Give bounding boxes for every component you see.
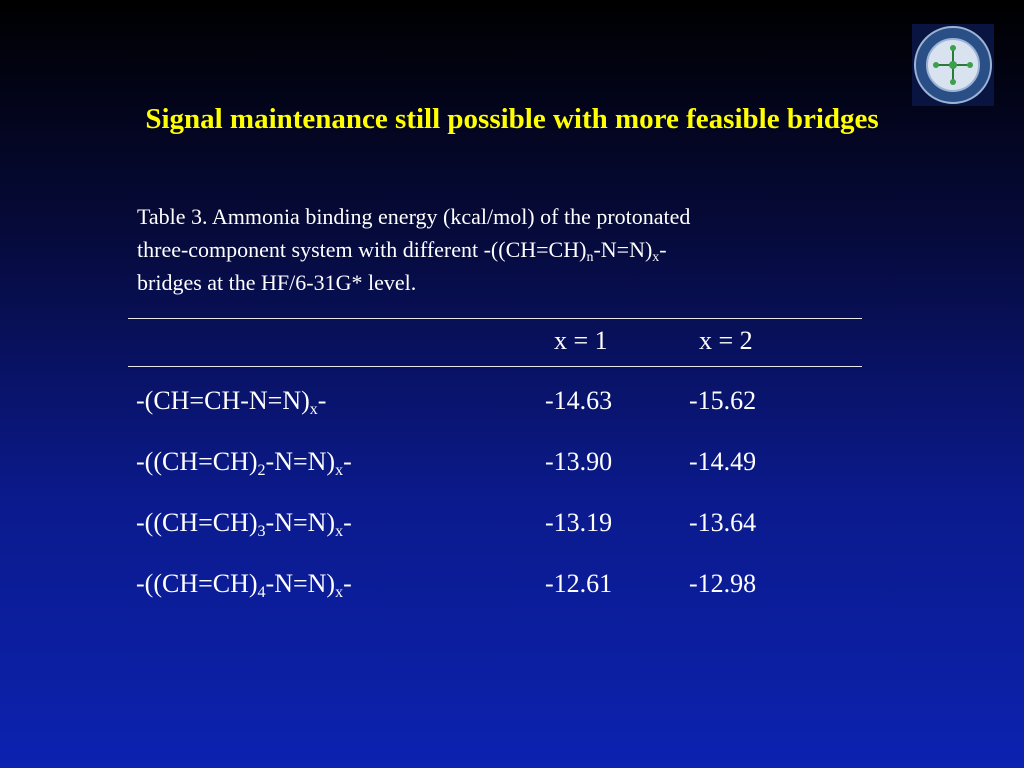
caption-line-3: bridges at the HF/6-31G* level. [137,270,417,295]
table-row [0,447,1024,487]
table-row [0,569,1024,609]
value-x2: -12.98 [689,569,757,598]
table-header-rule [128,366,862,367]
institute-seal-logo [912,24,994,106]
value-x1: -13.90 [545,447,613,476]
value-x1: -13.19 [545,508,613,537]
table-caption [137,200,867,299]
value-x2: -13.64 [689,508,757,537]
value-x2: -15.62 [689,386,757,415]
column-header-x2: x = 2 [699,326,753,355]
caption-line-2: three-component system with different $-((CH=CH)_n-N=N)_x-$ [137,237,667,265]
table-top-rule [128,318,862,319]
row-label: $-((CH=CH)_3-N=N)_x-$ [136,508,352,540]
row-label: $-((CH=CH)_4-N=N)_x-$ [136,569,352,601]
value-x1: -12.61 [545,569,613,598]
value-x1: -14.63 [545,386,613,415]
table-row [0,508,1024,548]
row-label: $-((CH=CH)_2-N=N)_x-$ [136,447,352,479]
slide-title: Signal maintenance still possible with more feasible bridges [145,103,879,135]
row-label: $-(CH=CH-N=N)_x-$ [136,386,327,418]
table-row [0,386,1024,426]
caption-line-1: Table 3. Ammonia binding energy (kcal/mol) of the protonated [137,204,691,229]
column-header-x1: x = 1 [554,326,608,355]
value-x2: -14.49 [689,447,757,476]
